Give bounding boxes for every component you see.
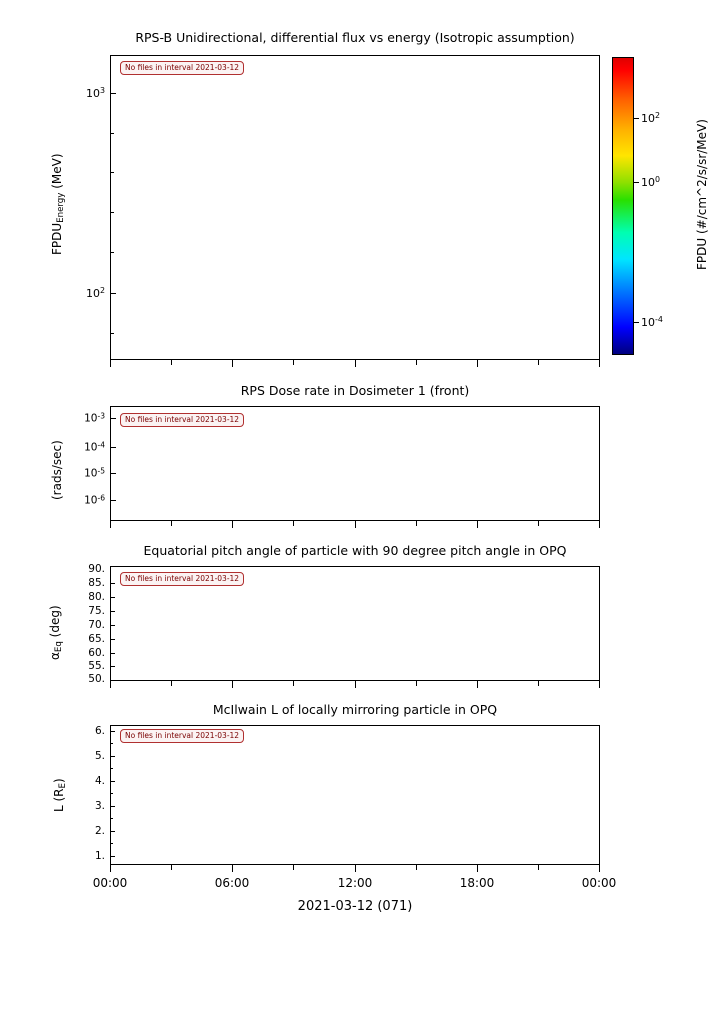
panel-1-ytick-minor bbox=[110, 212, 114, 213]
xtick-label-2: 12:00 bbox=[337, 876, 373, 890]
panel-1-ytick-minor bbox=[110, 333, 114, 334]
panel-3-ytick-mark bbox=[110, 597, 115, 598]
panel-3-ylabel: $\alpha_{Eq}$ (deg) bbox=[48, 605, 65, 660]
panel-4-xtick-mark bbox=[110, 865, 111, 872]
panel-3-xtick-mark bbox=[477, 681, 478, 688]
panel-4-ytick-mark bbox=[110, 781, 115, 782]
panel-1-xtick-minor bbox=[293, 360, 294, 365]
xtick-label-0: 00:00 bbox=[92, 876, 128, 890]
xtick-label-1: 06:00 bbox=[214, 876, 250, 890]
panel-2-title: RPS Dose rate in Dosimeter 1 (front) bbox=[240, 383, 470, 398]
panel-3-ytick-mark bbox=[110, 583, 115, 584]
panel-4-ytick-0: 6. bbox=[94, 725, 105, 737]
panel-1-ytick-mark bbox=[110, 93, 116, 94]
panel-3-ytick-8: 50. bbox=[88, 673, 105, 685]
panel-4-xtick-minor bbox=[416, 865, 417, 870]
panel-1-xtick-mark bbox=[599, 360, 600, 367]
panel-1-ytick-minor bbox=[110, 133, 114, 134]
panel-3-xtick-mark bbox=[232, 681, 233, 688]
panel-1-ytick-mark bbox=[110, 293, 116, 294]
panel-1-ylabel: $FPDU_{Energy}$ (MeV) bbox=[50, 153, 67, 255]
panel-4-xtick-mark bbox=[355, 865, 356, 872]
panel-3-xtick-minor bbox=[293, 681, 294, 686]
panel-3-xtick-minor bbox=[171, 681, 172, 686]
panel-4-xtick-mark bbox=[599, 865, 600, 872]
panel-2-xtick-mark bbox=[355, 521, 356, 528]
panel-2-xtick-minor bbox=[538, 521, 539, 526]
panel-2-ytick-mark bbox=[110, 418, 116, 419]
xtick-label-4: 00:00 bbox=[581, 876, 617, 890]
colorbar-tick-label-0: $10^2$ bbox=[641, 111, 661, 125]
panel-1-xtick-minor bbox=[416, 360, 417, 365]
panel-3-xtick-mark bbox=[110, 681, 111, 688]
panel-4-ytick-1: 5. bbox=[94, 750, 105, 762]
panel-1-ytick-minor bbox=[110, 252, 114, 253]
panel-1-xtick-mark bbox=[477, 360, 478, 367]
panel-4-ytick-minor bbox=[110, 768, 113, 769]
xtick-label-3: 18:00 bbox=[459, 876, 495, 890]
panel-4-plot-area[interactable] bbox=[110, 725, 600, 865]
panel-3-ytick-4: 70. bbox=[88, 619, 105, 631]
panel-1-xtick-minor bbox=[538, 360, 539, 365]
colorbar-tick-label-2: $10^{-4}$ bbox=[641, 315, 663, 329]
panel-2-ytick-2: $10^{-5}$ bbox=[84, 466, 105, 480]
panel-2-xtick-minor bbox=[171, 521, 172, 526]
panel-1-no-data-badge: No files in interval 2021-03-12 bbox=[120, 61, 244, 75]
panel-1-ytick-1: $10^2$ bbox=[85, 286, 105, 300]
panel-4-ytick-mark bbox=[110, 856, 115, 857]
colorbar-tick-mark bbox=[634, 118, 639, 119]
panel-3-ytick-1: 85. bbox=[88, 577, 105, 589]
panel-4-no-data-badge: No files in interval 2021-03-12 bbox=[120, 729, 244, 743]
panel-4-xtick-minor bbox=[171, 865, 172, 870]
panel-3-xtick-mark bbox=[599, 681, 600, 688]
colorbar-tick-mark bbox=[634, 182, 639, 183]
panel-3-ytick-0: 90. bbox=[88, 563, 105, 575]
colorbar-gradient bbox=[612, 57, 634, 355]
panel-3-xtick-minor bbox=[416, 681, 417, 686]
x-axis-label: 2021-03-12 (071) bbox=[297, 899, 413, 914]
panel-4-ytick-3: 3. bbox=[94, 800, 105, 812]
panel-3-ytick-5: 65. bbox=[88, 633, 105, 645]
panel-2-ytick-mark bbox=[110, 447, 116, 448]
panel-4-ytick-minor bbox=[110, 793, 113, 794]
panel-3-ytick-mark bbox=[110, 666, 115, 667]
panel-1-xtick-mark bbox=[232, 360, 233, 367]
panel-4-xtick-mark bbox=[232, 865, 233, 872]
panel-4-title: McIlwain L of locally mirroring particle in OPQ bbox=[212, 702, 498, 717]
colorbar-tick-mark bbox=[634, 322, 639, 323]
panel-4-ytick-minor bbox=[110, 743, 113, 744]
panel-2-no-data-badge: No files in interval 2021-03-12 bbox=[120, 413, 244, 427]
panel-4-ytick-mark bbox=[110, 831, 115, 832]
panel-1-ytick-minor bbox=[110, 172, 114, 173]
panel-2-ylabel: (rads/sec) bbox=[50, 440, 64, 500]
panel-4-ytick-minor bbox=[110, 843, 113, 844]
panel-4-ytick-mark bbox=[110, 731, 115, 732]
panel-1-xtick-minor bbox=[171, 360, 172, 365]
panel-3-ytick-6: 60. bbox=[88, 647, 105, 659]
panel-4-ytick-4: 2. bbox=[94, 825, 105, 837]
panel-2-ytick-0: $10^{-3}$ bbox=[84, 411, 105, 425]
panel-4-ylabel: L $(R_E)$ bbox=[52, 778, 69, 812]
panel-1-plot-area[interactable] bbox=[110, 55, 600, 360]
panel-3-xtick-mark bbox=[355, 681, 356, 688]
panel-1-title: RPS-B Unidirectional, differential flux vs energy (Isotropic assumption) bbox=[135, 30, 575, 45]
panel-1-xtick-mark bbox=[355, 360, 356, 367]
panel-2-xtick-minor bbox=[416, 521, 417, 526]
panel-4-xtick-mark bbox=[477, 865, 478, 872]
panel-4-xtick-minor bbox=[293, 865, 294, 870]
panel-2-ytick-1: $10^{-4}$ bbox=[84, 440, 105, 454]
panel-2-ytick-mark bbox=[110, 473, 116, 474]
panel-2-xtick-minor bbox=[293, 521, 294, 526]
panel-3-no-data-badge: No files in interval 2021-03-12 bbox=[120, 572, 244, 586]
panel-2-xtick-mark bbox=[232, 521, 233, 528]
panel-4-ytick-minor bbox=[110, 818, 113, 819]
panel-4-ytick-mark bbox=[110, 756, 115, 757]
panel-3-ytick-mark bbox=[110, 625, 115, 626]
panel-3-ytick-mark bbox=[110, 611, 115, 612]
panel-4-ytick-mark bbox=[110, 806, 115, 807]
panel-3-ytick-mark bbox=[110, 653, 115, 654]
panel-2-ytick-mark bbox=[110, 500, 116, 501]
colorbar-axis-label: FPDU (#/cm^2/s/sr/MeV) bbox=[695, 119, 709, 270]
panel-1-xtick-mark bbox=[110, 360, 111, 367]
panel-3-xtick-minor bbox=[538, 681, 539, 686]
panel-4-ytick-5: 1. bbox=[94, 850, 105, 862]
panel-3-ytick-2: 80. bbox=[88, 591, 105, 603]
panel-3-ytick-7: 55. bbox=[88, 660, 105, 672]
panel-2-ytick-3: $10^{-6}$ bbox=[84, 493, 105, 507]
panel-2-xtick-mark bbox=[477, 521, 478, 528]
panel-1-ytick-0: $10^3$ bbox=[85, 86, 105, 100]
panel-4-xtick-minor bbox=[538, 865, 539, 870]
panel-2-xtick-mark bbox=[110, 521, 111, 528]
colorbar-tick-label-1: $10^0$ bbox=[641, 175, 661, 189]
panel-3-ytick-mark bbox=[110, 639, 115, 640]
panel-2-xtick-mark bbox=[599, 521, 600, 528]
panel-3-ytick-3: 75. bbox=[88, 605, 105, 617]
panel-4-ytick-2: 4. bbox=[94, 775, 105, 787]
panel-3-title: Equatorial pitch angle of particle with 90 degree pitch angle in OPQ bbox=[143, 543, 567, 558]
